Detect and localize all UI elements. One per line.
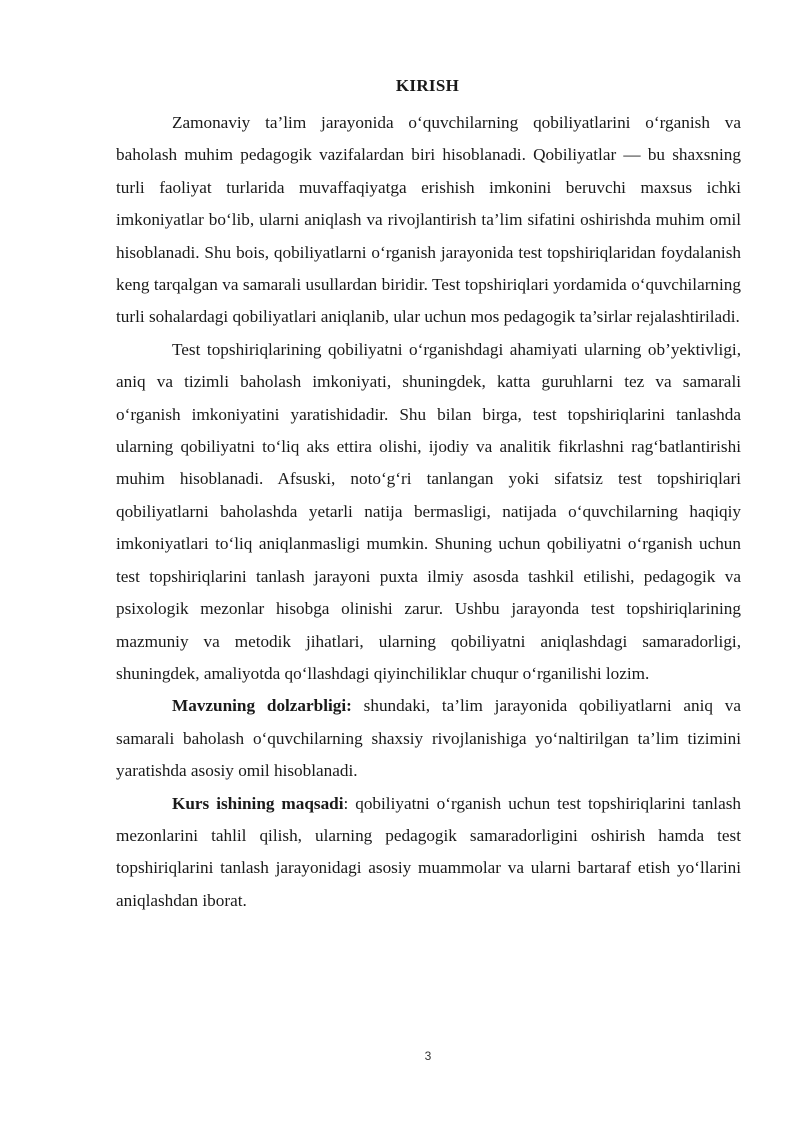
paragraph-lead: Mavzuning dolzarbligi: xyxy=(172,696,352,716)
page-title: KIRISH xyxy=(395,76,460,95)
paragraph-text: Zamonaviy ta’lim jarayonida o‘quvchilarning qobiliyatlarini o‘rganish va baholash muhim pedagogik vazifalardan biri hisoblanadi. Qobiliyatlar — bu shaxsning turli faoliyat turlarida muvaffaqiyatga erishish imkonini beruvchi maxsus ichki imkoniyatlar bo‘lib, ularni aniqlash va rivojlantirish ta’lim sifatini oshirishda muhim omil hisoblanadi. Shu bois, qobiliyatlarni o‘rganish jarayonida test topshiriqlaridan foydalanish keng tarqalgan va samarali usullardan biridir. Test topshiriqlari yordamida o‘quvchilarning turli sohalardagi qobiliyatlari aniqlanib, ular uchun mos pedagogik ta’sirlar rejalashtiriladi. xyxy=(116,113,741,327)
paragraph-goal xyxy=(116,788,741,918)
paragraph-text: Test topshiriqlarining qobiliyatni o‘rganishdagi ahamiyati ularning ob’yektivligi, aniq va tizimli baholash imkoniyati, shuningdek, katta guruhlarni tez va samarali o‘rganish imkoniyatini yaratishidadir. Shu bilan birga, test topshiriqlarini tanlashda ularning qobiliyatni to‘liq aks ettira olishi, ijodiy va analitik fikrlashni rag‘batlantirishi muhim hisoblanadi. Afsuski, noto‘g‘ri tanlangan yoki sifatsiz test topshiriqlari qobiliyatlarni baholashda yetarli natija bermasligi, natijada o‘quvchilarning haqiqiy imkoniyatlari to‘liq aniqlanmasligi mumkin. Shuning uchun qobiliyatni o‘rganish uchun test topshiriqlarini tanlash jarayoni puxta ilmiy asosda tashkil etilishi, pedagogik va psixologik mezonlar hisobga olinishi zarur. Ushbu jarayonda test topshiriqlarining mazmuniy va metodik jihatlari, ularning qobiliyatni aniqlashdagi samaradorligi, shuningdek, amaliyotda qo‘llashdagi qiyinchiliklar chuqur o‘rganilishi lozim. xyxy=(116,339,741,683)
page-number: 3 xyxy=(424,1049,432,1063)
paragraph-text: shundaki, ta’lim jarayonida qobiliyatlarni aniq va samarali baholash o‘quvchilarning shaxsiy rivojlanishiga yo‘naltirilgan ta’lim tizimini yaratishda asosiy omil hisoblanadi. xyxy=(116,696,741,781)
document-body xyxy=(116,107,741,917)
paragraph-relevance xyxy=(116,690,741,787)
paragraph-intro xyxy=(116,107,741,334)
paragraph-lead: Kurs ishining maqsadi xyxy=(172,793,344,813)
paragraph-text: : qobiliyatni o‘rganish uchun test topshiriqlarini tanlash mezonlarini tahlil qilish, ularning pedagogik samaradorligini oshirish hamda test topshiriqlarini tanlash jarayonidagi asosiy muammolar va ularni bartaraf etish yo‘llarini aniqlashdan iborat. xyxy=(116,793,741,910)
paragraph-importance xyxy=(116,334,741,690)
